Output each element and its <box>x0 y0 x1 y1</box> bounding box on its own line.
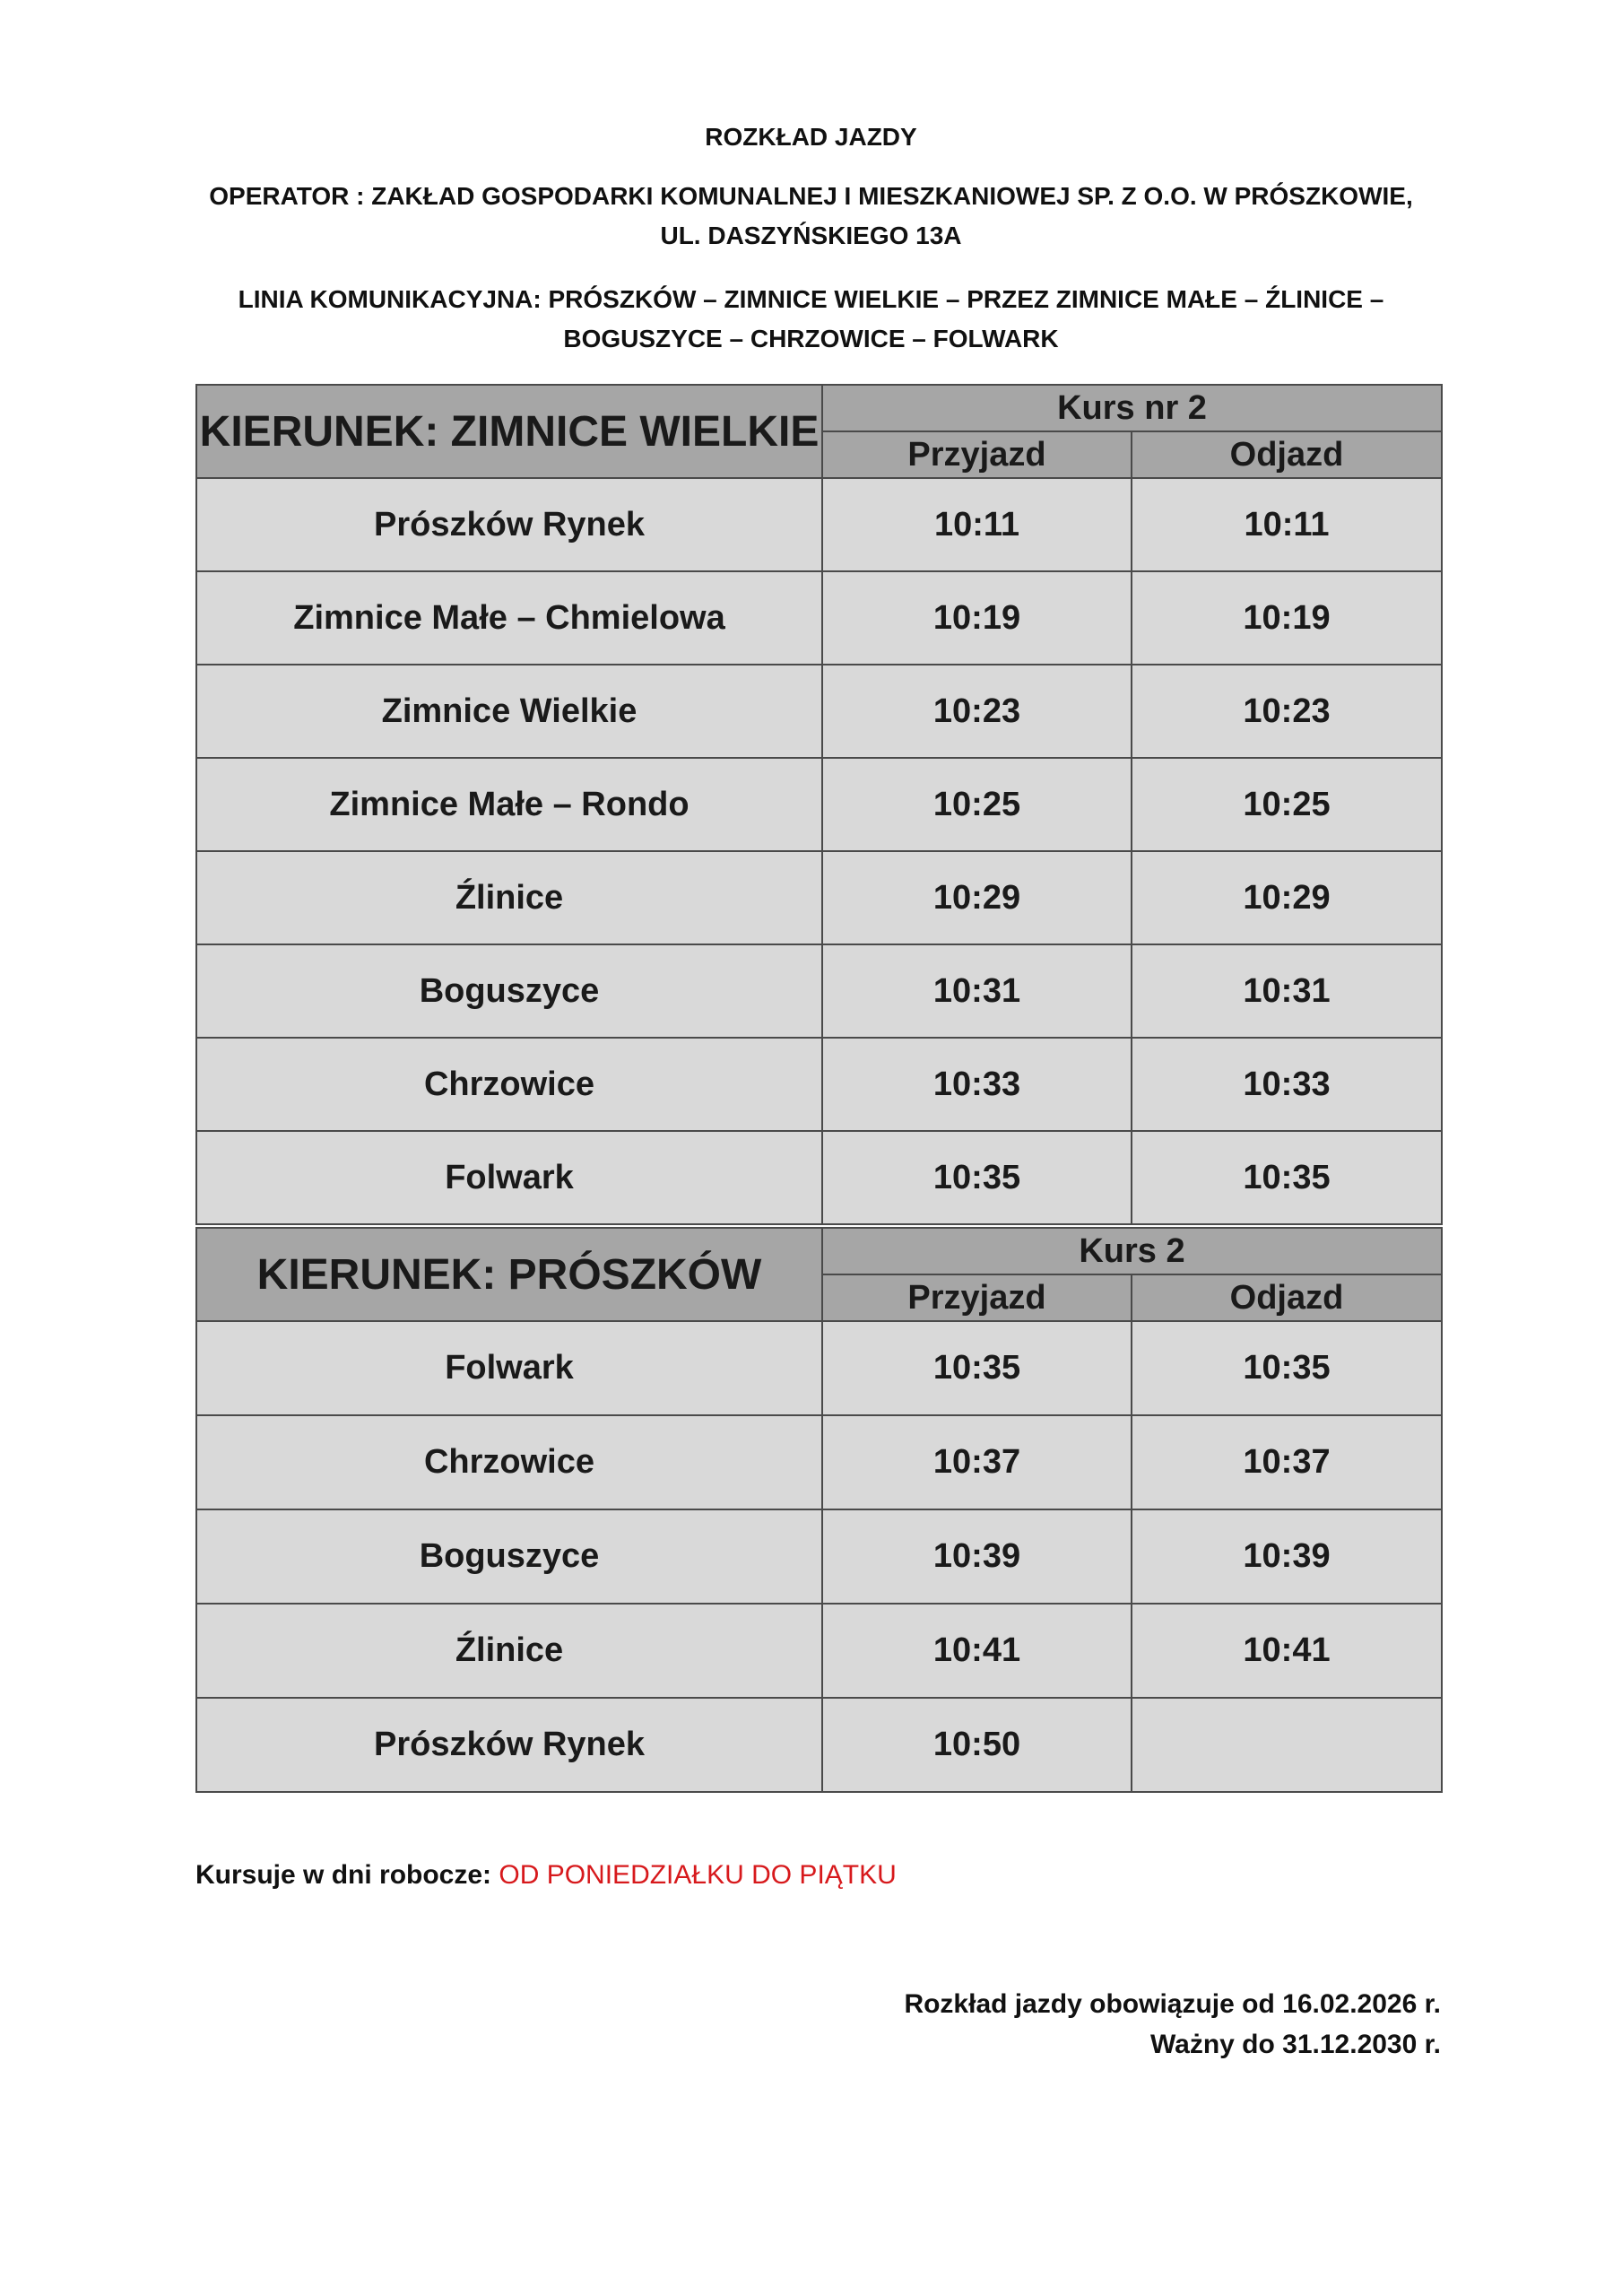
departure-time: 10:29 <box>1132 851 1442 944</box>
validity-info <box>904 1984 1441 2065</box>
arrival-time: 10:19 <box>822 571 1132 665</box>
table-row <box>196 1038 1442 1131</box>
course-number: Kurs 2 <box>822 1228 1442 1274</box>
arrival-time: 10:33 <box>822 1038 1132 1131</box>
table-row <box>196 1131 1442 1224</box>
stop-name: Chrzowice <box>196 1038 822 1131</box>
table-row <box>196 478 1442 571</box>
document-title: ROZKŁAD JAZDY <box>705 123 917 151</box>
stop-name: Zimnice Małe – Chmielowa <box>196 571 822 665</box>
table-row <box>196 944 1442 1038</box>
operator-line-2: UL. DASZYŃSKIEGO 13A <box>660 222 962 249</box>
departure-time: 10:37 <box>1132 1415 1442 1509</box>
departure-time: 10:19 <box>1132 571 1442 665</box>
arrival-time: 10:50 <box>822 1698 1132 1792</box>
stop-name: Zimnice Wielkie <box>196 665 822 758</box>
arrival-time: 10:25 <box>822 758 1132 851</box>
stop-name: Prószków Rynek <box>196 478 822 571</box>
table-row <box>196 1604 1442 1698</box>
table-row <box>196 1698 1442 1792</box>
table-row <box>196 758 1442 851</box>
stop-name: Chrzowice <box>196 1415 822 1509</box>
arrival-time: 10:35 <box>822 1131 1132 1224</box>
departure-time: 10:35 <box>1132 1131 1442 1224</box>
arrival-time: 10:31 <box>822 944 1132 1038</box>
operator-info <box>0 177 1622 256</box>
table-row <box>196 1509 1442 1604</box>
departure-time: 10:25 <box>1132 758 1442 851</box>
operating-days <box>195 1860 897 1891</box>
route-line-1: LINIA KOMUNIKACYJNA: PRÓSZKÓW – ZIMNICE WIELKIE – PRZEZ ZIMNICE MAŁE – ŹLINICE – <box>238 285 1384 313</box>
arrival-time: 10:23 <box>822 665 1132 758</box>
arrival-time: 10:29 <box>822 851 1132 944</box>
stop-name: Boguszyce <box>196 1509 822 1604</box>
operating-days-label: Kursuje w dni robocze: <box>195 1860 492 1890</box>
departure-time: 10:41 <box>1132 1604 1442 1698</box>
stop-name: Zimnice Małe – Rondo <box>196 758 822 851</box>
timetable-direction-zimnice-wielkie <box>195 384 1443 1225</box>
stop-name: Folwark <box>196 1131 822 1224</box>
arrival-time: 10:11 <box>822 478 1132 571</box>
departure-column-header: Odjazd <box>1132 1274 1442 1321</box>
arrival-column-header: Przyjazd <box>822 1274 1132 1321</box>
table-row <box>196 1415 1442 1509</box>
route-info <box>0 280 1622 359</box>
stop-name: Boguszyce <box>196 944 822 1038</box>
arrival-time: 10:37 <box>822 1415 1132 1509</box>
operating-days-value: OD PONIEDZIAŁKU DO PIĄTKU <box>499 1860 897 1890</box>
timetable-direction-proszkow <box>195 1227 1443 1793</box>
arrival-time: 10:41 <box>822 1604 1132 1698</box>
departure-time: 10:39 <box>1132 1509 1442 1604</box>
departure-time: 10:31 <box>1132 944 1442 1038</box>
arrival-time: 10:39 <box>822 1509 1132 1604</box>
stop-name: Źlinice <box>196 851 822 944</box>
stop-name: Prószków Rynek <box>196 1698 822 1792</box>
departure-column-header: Odjazd <box>1132 431 1442 478</box>
table-row <box>196 1321 1442 1415</box>
arrival-column-header: Przyjazd <box>822 431 1132 478</box>
table-row <box>196 851 1442 944</box>
valid-to: Ważny do 31.12.2030 r. <box>1149 2030 1441 2059</box>
direction-title: KIERUNEK: PRÓSZKÓW <box>196 1228 822 1321</box>
stop-name: Folwark <box>196 1321 822 1415</box>
departure-time: 10:11 <box>1132 478 1442 571</box>
arrival-time: 10:35 <box>822 1321 1132 1415</box>
table-row <box>196 665 1442 758</box>
operator-line-1: OPERATOR : ZAKŁAD GOSPODARKI KOMUNALNEJ I MIESZKANIOWEJ SP. Z O.O. W PRÓSZKOWIE, <box>209 182 1413 210</box>
table-row <box>196 571 1442 665</box>
route-line-2: BOGUSZYCE – CHRZOWICE – FOLWARK <box>563 325 1059 352</box>
departure-time: 10:33 <box>1132 1038 1442 1131</box>
course-number: Kurs nr 2 <box>822 385 1442 431</box>
departure-time: 10:23 <box>1132 665 1442 758</box>
departure-time <box>1132 1698 1442 1792</box>
direction-title: KIERUNEK: ZIMNICE WIELKIE <box>196 385 822 478</box>
departure-time: 10:35 <box>1132 1321 1442 1415</box>
stop-name: Źlinice <box>196 1604 822 1698</box>
valid-from: Rozkład jazdy obowiązuje od 16.02.2026 r. <box>904 1989 1441 2019</box>
